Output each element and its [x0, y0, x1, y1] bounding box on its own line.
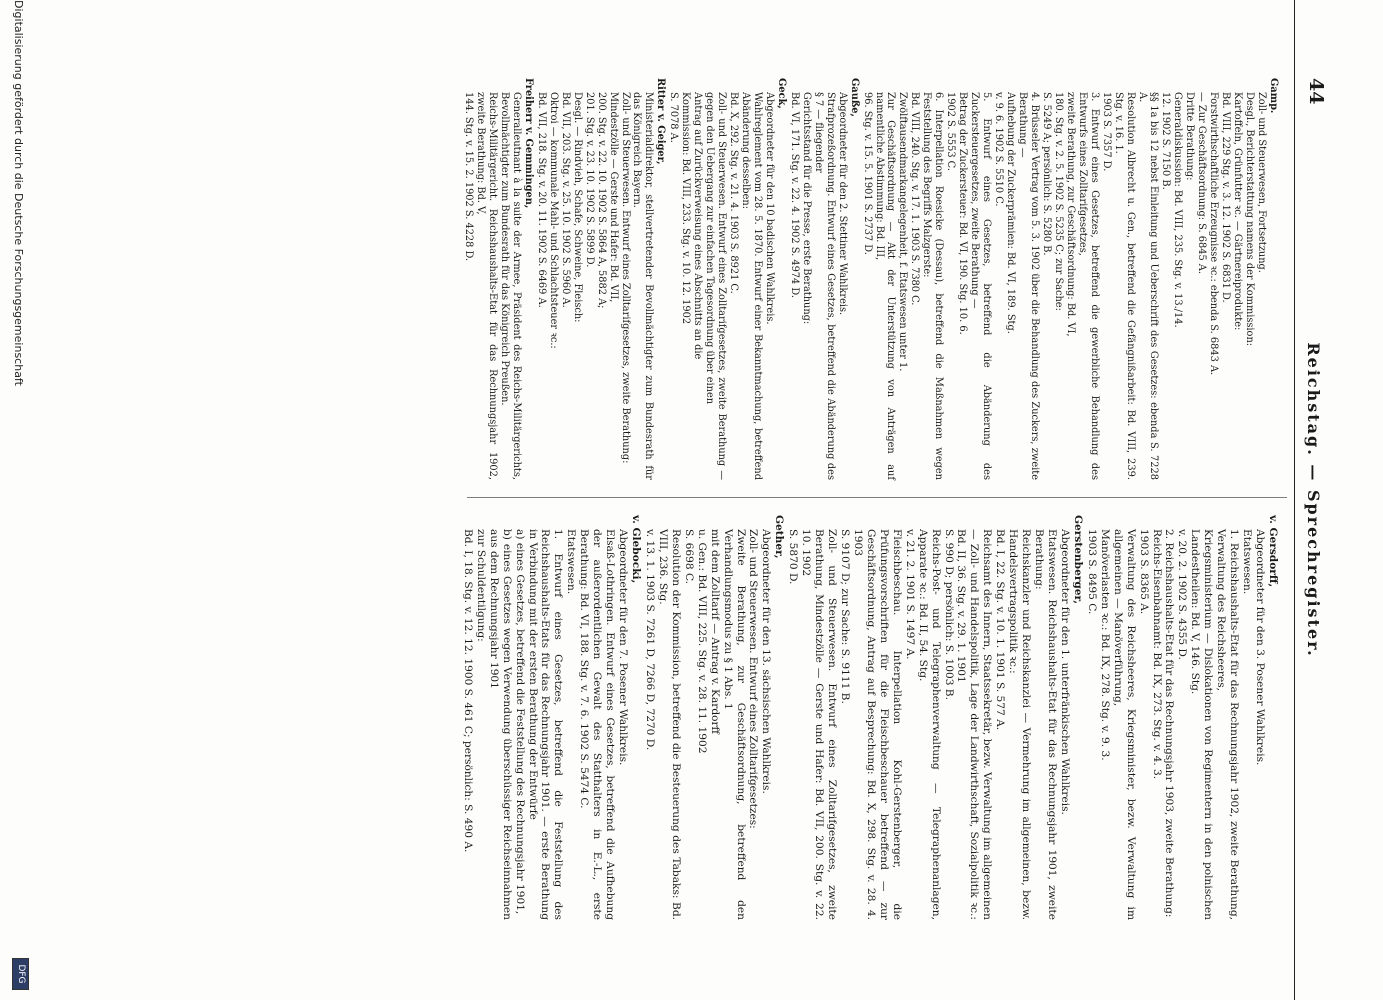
entry-line: Abgeordneter für den 13. sächsischen Wahlkreis.: [760, 529, 773, 794]
entry-line: 1903 S. 8365 A.: [1137, 529, 1150, 615]
entry-line: v. 13. 1. 1903 S. 7261 D, 7266 D, 7270 D.: [644, 529, 656, 751]
entry-line: 2. Reichshaushalts-Etat für das Rechnungsjahr 1903, zweite Berathung:: [1163, 529, 1176, 918]
entry-heading: Gamp.: [1268, 78, 1279, 114]
entry-line: S. 9107 D; zur Sache: S. 9111 B.: [839, 529, 852, 704]
register-entry: [861, 78, 1279, 480]
entry-heading: Geck,: [775, 78, 787, 109]
entry-line: Kartoffeln, Grünfutter ꝛc. — Gärtnereiprodukte:: [1232, 92, 1244, 331]
entry-line: b) eines Gesetzes wegen Verwendung überschüssiger Reichseinnahmen aus dem Rechnungsjahr 1901: [487, 529, 513, 920]
entry-line: Bd. X, 292. Stg. v. 21. 4. 1903 S. 8921 C.: [728, 92, 740, 294]
entry-line: Zoll- und Steuerwesen. Entwurf eines Zolltarifgesetzes, zweite Berathung:: [619, 92, 631, 464]
entry-line: 200. Stg. v. 22. 10. 1902 S. 5864 A, 5882 A;: [595, 92, 607, 309]
entry-heading: Gauße,: [848, 78, 860, 117]
entry-heading: Gether,: [773, 515, 786, 559]
entry-line: Bd. VII, 218. Stg. v. 20. 11. 1902 S. 6469 A.: [535, 92, 547, 308]
entry-heading: v. Glebocki,: [630, 515, 643, 584]
entry-line: 144. Stg. v. 15. 2. 1902 S. 4228 D.: [463, 92, 475, 262]
entry-line: Bd. VII, 203. Stg. v. 25. 10. 1902 S. 5960 A.: [559, 92, 571, 308]
entry-line: Fleischbeschau. Interpellation Kohl-Gerstenberger, die Prüfungsvorschriften für die Fleischbeschauer betreffend — zur Geschäftsordnung, Antrag auf Besprechung: Bd. X, 298. Stg. v. 28. 4. 1903: [852, 529, 903, 920]
entry-line: 3. Entwurf eines Gesetzes, betreffend die gewerbliche Behandlung des Entwurfs eines Zolltarifgesetzes,: [1076, 92, 1100, 480]
entry-line: Aufhebung der Zuckerprämien: Bd. VI, 189. Stg.: [1005, 92, 1017, 334]
entry-line: 5. Entwurf eines Gesetzes, betreffend die Abänderung des Zuckersteuergesetzes, zweite Berathung —: [969, 92, 993, 480]
dfg-logo: DFG: [12, 958, 29, 990]
right-column: [460, 515, 1279, 920]
entry-heading: Freiherr v. Gemmingen,: [522, 78, 534, 209]
column-divider: [467, 497, 1287, 498]
entry-line: Etatswesen. Reichshaushalts-Etat für das Rechnungsjahr 1901, zweite Berathung:: [1033, 529, 1059, 920]
running-title: Reichstag. — Sprechregister.: [1304, 342, 1323, 658]
register-entry: [643, 515, 785, 920]
entry-line: Etatswesen.: [565, 529, 578, 595]
entry-line: Desgl., Berichterstattung namens der Kommission:: [1244, 92, 1256, 347]
entry-line: Bd. VI, 171. Stg. v. 22. 4. 1902 S. 4974 D.: [788, 92, 800, 299]
entry-line: Zoll- und Steuerwesen, Fortsetzung.: [1256, 92, 1268, 273]
entry-line: Bd. I, 18. Stg. v. 12. 12. 1900 S. 461 C; persönlich: S. 490 A.: [461, 529, 474, 853]
entry-line: Bd. I, 22. Stg. v. 10. 1. 1901 S. 577 A.: [994, 529, 1007, 731]
entry-line: Reichs-Eisenbahnamt: Bd. IX, 273. Stg. v. 4. 3.: [1150, 529, 1163, 780]
entry-line: 1. Entwurf eines Gesetzes, betreffend die Feststellung des Reichshaushalts-Etats für das Rechnungsjahr 1901. — erste Berathung in Verbindung mit der ersten Berathung der Entwürfe: [526, 529, 565, 920]
entry-line: Reichskanzler und Reichskanzlei — Vermehrung im allgemeinen, bezw. Handelsvertragspolitik ꝛc.:: [1007, 529, 1033, 920]
entry-line: §§ 1a bis 12 nebst Einleitung und Ueberschrift des Gesetzes: ebenda S. 7228 A.: [1136, 92, 1160, 480]
entry-line: Gerichtsstand für die Presse, erste Berathung:: [800, 92, 812, 325]
entry-line: 6. Interpellation Roesicke (Dessau), betreffend die Maßnahmen wegen Feststellung des Begriffs Malzgerste:: [921, 92, 945, 480]
entry-line: Forstwirthschaftliche Erzeugnisse ꝛc.: ebenda S. 6843 A.: [1208, 92, 1220, 376]
entry-line: S. 6698 C.: [682, 529, 695, 585]
entry-line: zur Schuldentilgung:: [474, 529, 487, 642]
entry-line: a) eines Gesetzes, betreffend die Feststellung des Rechnungsjahr 1901,: [513, 529, 526, 915]
entry-line: 4. Brüsseler Vertrag vom 5. 3. 1902 über die Behandlung des Zuckers, zweite Berathung —: [1016, 92, 1040, 480]
register-entry: [1085, 515, 1279, 920]
entry-line: Bd. VIII, 240. Stg. v. 17. 1. 1903 S. 7380 C.: [909, 92, 921, 306]
register-entry: [535, 78, 666, 480]
entry-line: Bd. VIII, 229 Stg. v. 3. 12. 1902 S. 6831 D.: [1220, 92, 1232, 303]
entry-heading: Ritter v. Geiger,: [655, 78, 667, 165]
entry-line: Manöverlasten ꝛc.: Bd. IX, 278. Stg. v. 9. 3.: [1098, 529, 1111, 761]
entry-line: Oktroi — kommunale Mahl- und Schlachtsteuer ꝛc.:: [547, 92, 559, 349]
register-entry: [786, 515, 1084, 920]
entry-line: Abgeordneter für den 10 badischen Wahlkreis.: [763, 92, 775, 325]
entry-line: Dritte Berathung:: [1184, 92, 1196, 181]
entry-line: Verwaltung des Reichsheeres, Kriegsminister, bezw. Verwaltung im allgemeinen — Manöverführung,: [1111, 529, 1137, 920]
entry-line: S. 990 D; persönlich: S. 1003 B.: [942, 529, 955, 700]
entry-line: Abgeordneter für den 7. Posener Wahlkreis.: [617, 529, 630, 766]
entry-line: Reichs-Post- und Telegraphenverwaltung — Telegraphenanlagen, Apparate ꝛc.: Bd. II, 54. Stg.: [916, 529, 942, 920]
entry-line: 1. Reichshaushalts-Etat für das Rechnungsjahr 1902, zweite Berathung, Verwaltung des Reichsheeres,: [1215, 529, 1241, 920]
entry-heading: Gerstenberger,: [1071, 515, 1084, 605]
register-entry: [788, 78, 860, 480]
entry-line: 12. 1902 S. 7150 B.: [1160, 92, 1172, 190]
entry-line: Desgl. — Rindvieh, Schafe, Schweine, Fleisch:: [571, 92, 583, 323]
entry-line: Reichsamt des Innern, Staatssekretär, bezw. Verwaltung im allgemeinen — Zoll- und Handelspolitik, Lage der Landwirthschaft, Sozialpolitik ꝛc.: Bd. II, 36. Stg. v. 29. 1. 1901: [955, 529, 994, 920]
entry-line: Reichs-Militärgericht. Reichshaushalts-Etat für das Rechnungsjahr 1902, zweite Berathung: Bd. V,: [475, 92, 499, 480]
entry-line: 1903 S. 7357 D.: [1100, 92, 1112, 172]
entry-line: Etatswesen.: [1241, 529, 1254, 595]
entry-line: Generalleutnant à la suite der Armee, Präsident des Reichs-Militärgerichts, Bevollmächtigter zum Bundesrath für das Königreich Preußen.: [499, 92, 522, 480]
entry-line: Kommission: Bd. VIII, 233. Stg. v. 10. 12. 1902: [680, 92, 692, 325]
left-column: [461, 78, 1279, 480]
entry-line: Zweite Berathung, zur Geschäftsordnung, betreffend den Verhandlungsmodus zu § 1 Abs. 1: [721, 529, 747, 920]
entry-line: 180. Stg. v. 2. 5. 1902 S. 5235 C; zur Sache:: [1052, 92, 1064, 311]
entry-line: 1903 S. 8495 C.: [1085, 529, 1098, 615]
entry-line: 1902 S. 5553 C.: [945, 92, 957, 171]
page-number: 44: [1305, 78, 1327, 105]
register-entry: [667, 78, 787, 480]
digitization-credit: Digitalisierung gefördert durch die Deutsche Forschungsgemeinschaft: [12, 0, 25, 386]
entry-line: 201. Stg. v. 23. 10. 1902 S. 5899 D.: [583, 92, 595, 268]
entry-line: Kriegsministerium — Dislokationen von Regimentern in den polnischen Landestheilen: Bd. V, 146. Stg.: [1189, 529, 1215, 920]
entry-line: Zoll- und Steuerwesen. Entwurf eines Zolltarifgesetzes:: [747, 529, 760, 829]
entry-line: v. 21. 2. 1901 S. 1497 A.: [903, 529, 916, 660]
entry-line: Resolution Albrecht u. Gen., betreffend die Gefängnißarbeit: Bd. VIII, 239. Stg. v. 16. 1.: [1112, 92, 1136, 480]
entry-line: Wahlreglement vom 28. 5. 1870. Entwurf einer Bekanntmachung, betreffend Abänderung desselben:: [740, 92, 764, 480]
entry-line: zweite Berathung, zur Geschäftsordnung: Bd. VI,: [1064, 92, 1076, 337]
entry-line: — Zur Geschäftsordnung: S. 6845 A.: [1196, 92, 1208, 274]
entry-line: Zwölftausendmarkangelegenheit, f. Etatswesen unter 1.: [897, 92, 909, 372]
entry-line: S. 5870 D.: [787, 529, 800, 585]
entry-line: v. 20. 2. 1902 S. 4355 D.: [1176, 529, 1189, 660]
entry-line: v. 9. 6. 1902 S. 5510 C.: [993, 92, 1005, 207]
entry-line: Elsaß-Lothringen. Entwurf eines Gesetzes, betreffend die Aufhebung der außerordentlichen Gewalt des Statthalters in E.-L., erste Berathung: Bd. VI, 188. Stg. v. 7. 6. 1902 S. 5474 C.: [578, 529, 617, 920]
entry-line: Zoll- und Steuerwesen. Entwurf eines Zolltarifgesetzes, zweite Berathung — gegen den Uebergang zur einfachen Tagesordnung über einen: [704, 92, 728, 480]
entry-line: Zoll- und Steuerwesen. Entwurf eines Zolltarifgesetzes, zweite Berathung, Mindestzölle — Gerste und Hafer: Bd. VII, 200. Stg. v. 22. 10. 1902: [800, 529, 839, 920]
entry-line: Strafprozeßordnung. Entwurf eines Gesetzes, betreffend die Abänderung des § 7 — fliegender: [812, 92, 836, 480]
entry-line: S. 7078 A.: [668, 92, 680, 143]
entry-line: mit dem Zolltarif — Antrag v. Kardorff: [708, 529, 721, 735]
running-head: [1294, 0, 1327, 1000]
entry-line: Zur Geschäftsordnung — Akt der Unterstützung von Anträgen auf namentliche Abstimmung: Bd. III,: [873, 92, 897, 480]
entry-line: Resolution der Kommission, betreffend die Besteuerung des Tabaks: Bd. VIII, 236. Stg.: [656, 529, 682, 920]
register-entry: [461, 515, 642, 920]
register-entry: [462, 78, 534, 480]
entry-line: u. Gen.: Bd. VIII, 225. Stg. v. 28. 11. 1902: [695, 529, 708, 754]
entry-line: 96. Stg. v. 15. 5. 1901 S. 2737 D.: [861, 92, 873, 255]
entry-line: Mindestzölle — Gerste und Hafer: Bd. VII,: [607, 92, 619, 303]
entry-heading: v. Gersdorff,: [1267, 515, 1279, 588]
entry-line: Abgeordneter für den 1. unterfränkischen Wahlkreis.: [1059, 529, 1071, 815]
entry-line: Ministerialdirektor, stellvertretender Bevollmächtigter zum Bundesrath für das Königreich Bayern.: [631, 92, 655, 480]
entry-line: Antrag auf Zurückverweisung eines Abschnitts an die: [692, 92, 704, 360]
entry-line: S. 5249 A; persönlich: S. 5280 B.: [1040, 92, 1052, 256]
entry-line: Abgeordneter für den 3. Posener Wahlkreis.: [1254, 529, 1267, 766]
entry-line: Generaldiskussion: Bd. VIII, 235. Stg. v. 13./14.: [1172, 92, 1184, 328]
entry-line: Abgeordneter für den 2. Stettiner Wahlkreis.: [836, 92, 848, 316]
entry-line: Betrag der Zuckersteuer: Bd. VI, 190. Stg. 10. 6.: [957, 92, 969, 335]
